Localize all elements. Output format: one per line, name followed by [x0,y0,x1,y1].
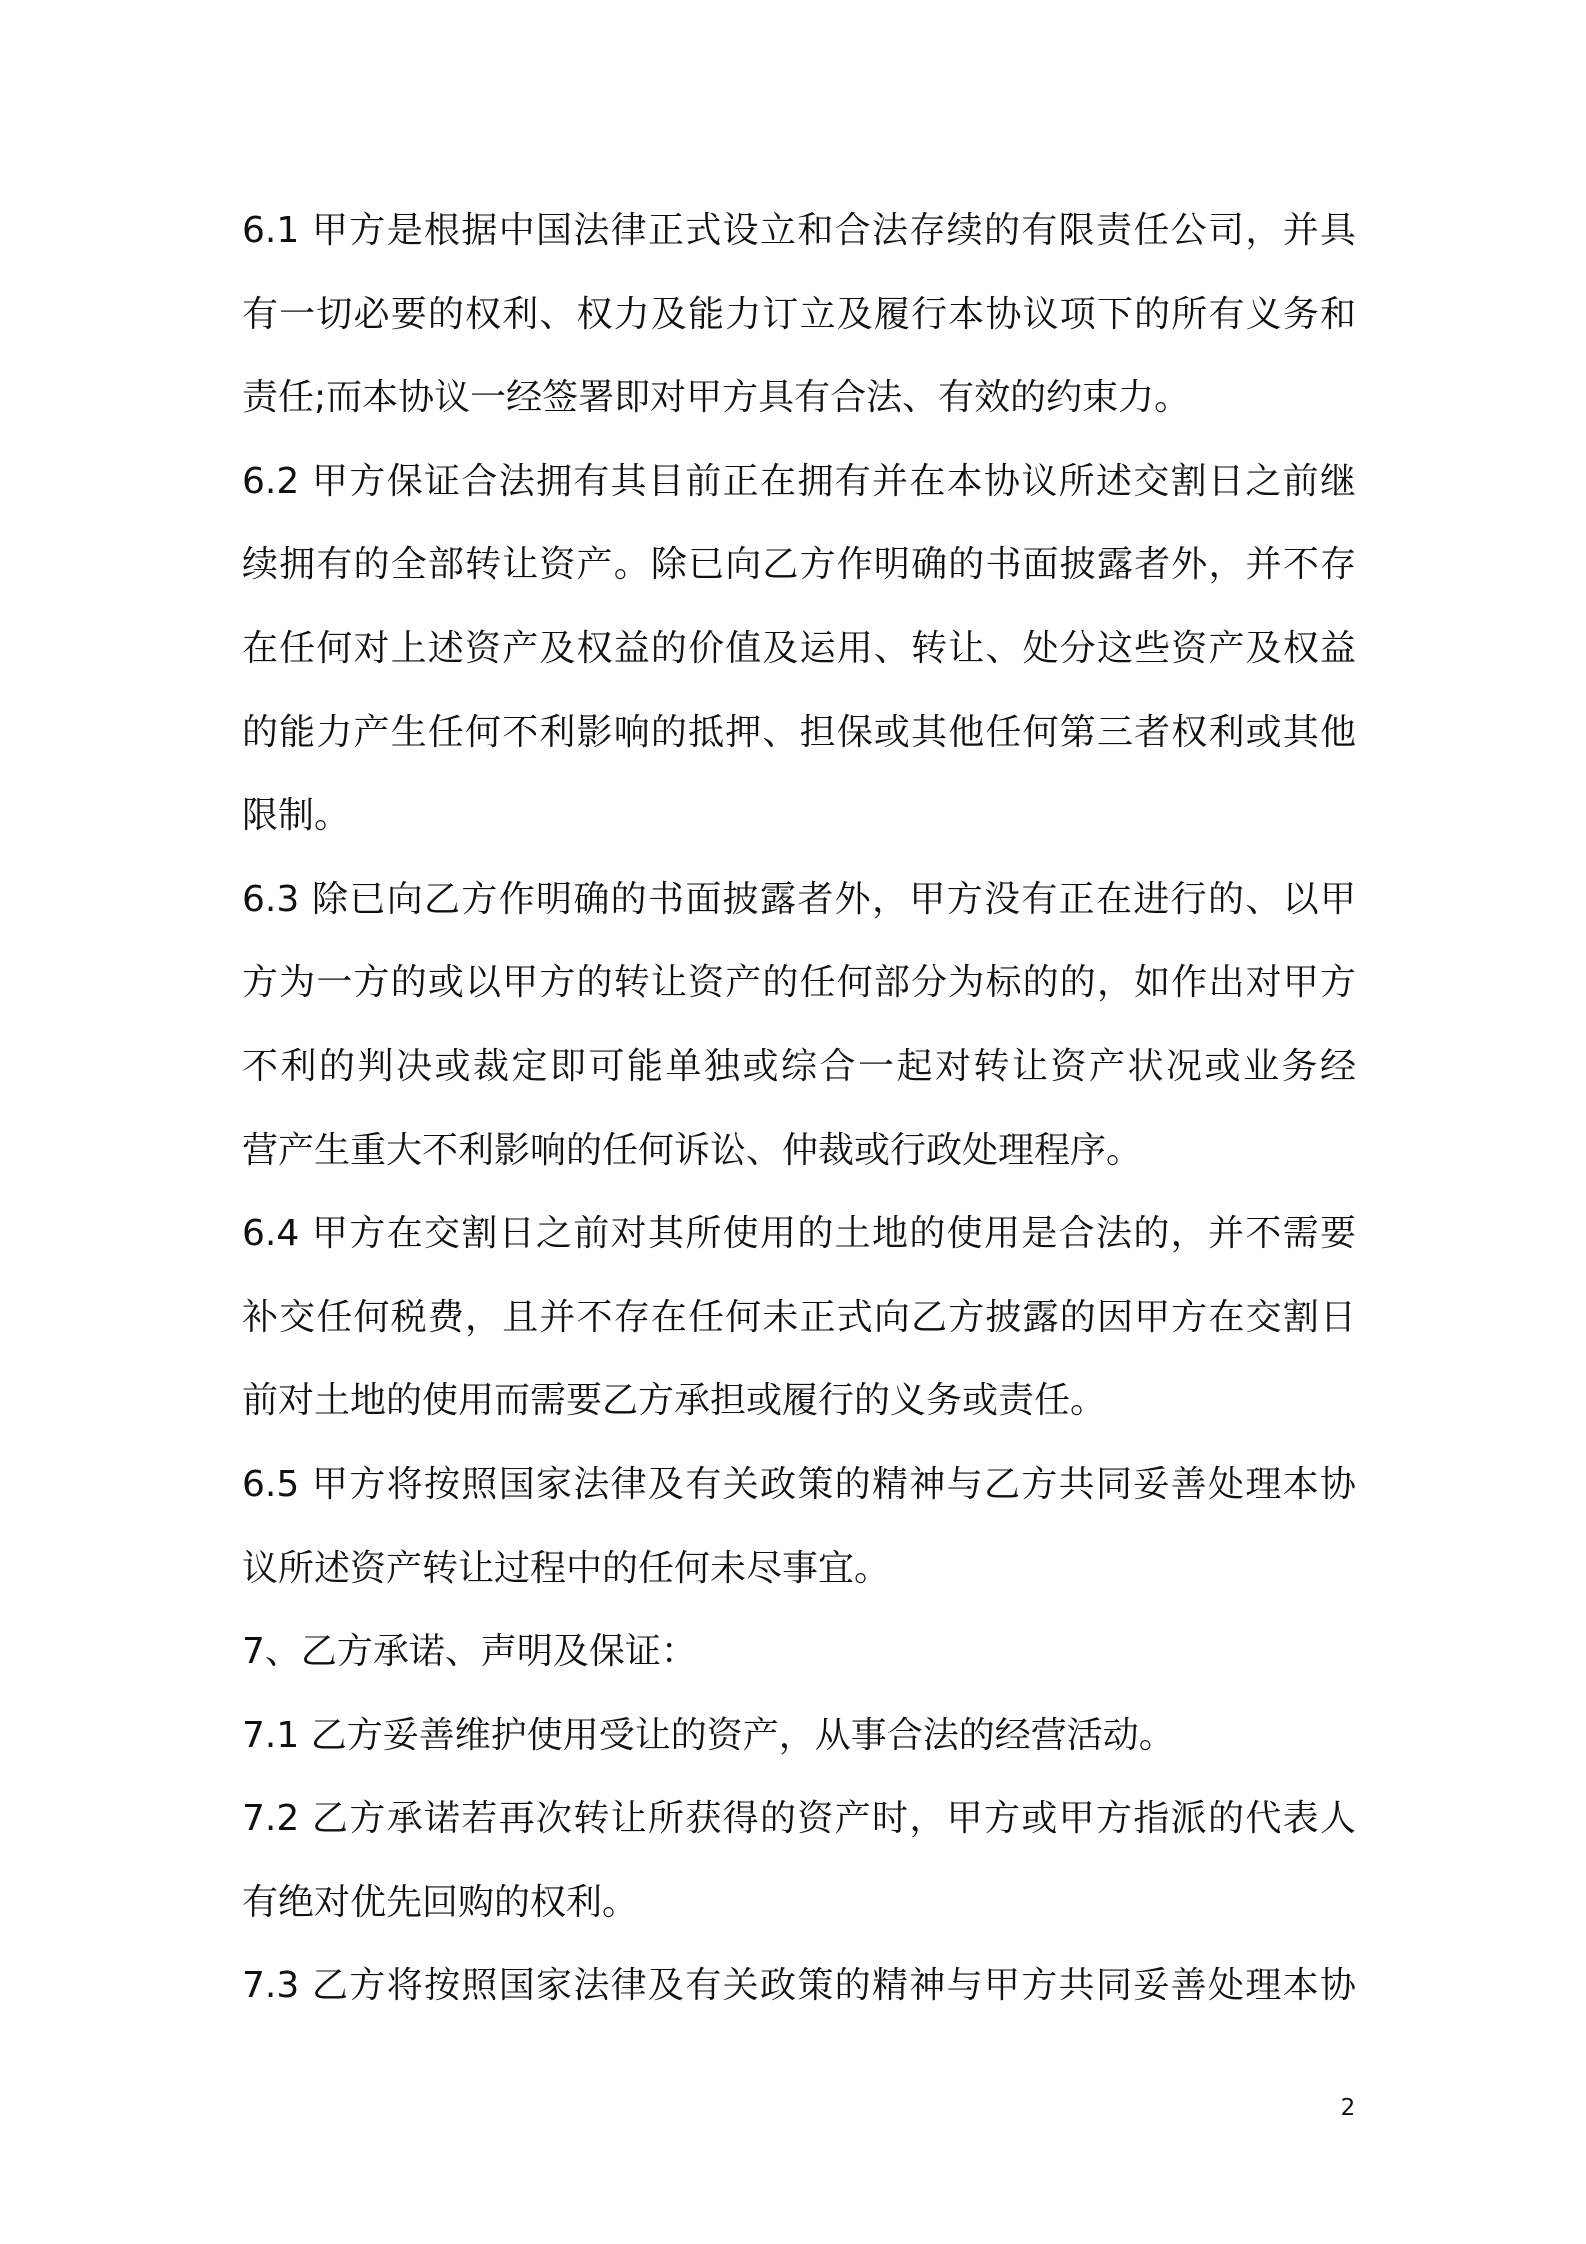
text-line: 续拥有的全部转让资产。除已向乙方作明确的书面披露者外，并不存 [242,544,1356,586]
clause-7-2 [242,1777,1356,1944]
clause-6-5 [242,1443,1356,1610]
text-line: 不利的判决或裁定即可能单独或综合一起对转让资产状况或业务经 [242,1045,1356,1087]
text-line: 有一切必要的权利、权力及能力订立及履行本协议项下的所有义务和 [242,293,1356,335]
text-line: 6.4 甲方在交割日之前对其所使用的土地的使用是合法的，并不需要 [242,1213,1356,1255]
text-line: 7.3 乙方将按照国家法律及有关政策的精神与甲方共同妥善处理本协 [242,1965,1356,2007]
document-body [242,189,1356,2028]
text-line: 6.3 除已向乙方作明确的书面披露者外，甲方没有正在进行的、以甲 [242,878,1356,920]
text-line: 方为一方的或以甲方的转让资产的任何部分为标的的，如作出对甲方 [242,962,1356,1004]
text-line: 6.1 甲方是根据中国法律正式设立和合法存续的有限责任公司，并具 [242,210,1356,251]
text-line: 限制。 [242,795,351,837]
text-line: 6.5 甲方将按照国家法律及有关政策的精神与乙方共同妥善处理本协 [242,1463,1356,1505]
clause-6-3 [242,858,1356,1192]
text-line: 营产生重大不利影响的任何诉讼、仲裁或行政处理程序。 [242,1129,1143,1171]
clause-6-4 [242,1192,1356,1443]
text-line: 议所述资产转让过程中的任何未尽事宜。 [242,1547,891,1589]
page-number: 2 [1340,2095,1356,2121]
text-line: 在任何对上述资产及权益的价值及运用、转让、处分这些资产及权益 [242,627,1356,669]
text-line: 前对土地的使用而需要乙方承担或履行的义务或责任。 [242,1380,1107,1422]
section-heading: 7、乙方承诺、声明及保证： [242,1631,697,1673]
section-7-heading [242,1610,1356,1694]
clause-7-3 [242,1944,1356,2028]
clause-6-1 [242,189,1356,440]
text-line: 责任;而本协议一经签署即对甲方具有合法、有效的约束力。 [242,377,1191,419]
text-line: 的能力产生任何不利影响的抵押、担保或其他任何第三者权利或其他 [242,711,1356,753]
text-line: 有绝对优先回购的权利。 [242,1881,639,1923]
text-line: 7.2 乙方承诺若再次转让所获得的资产时，甲方或甲方指派的代表人 [242,1798,1356,1840]
text-line: 7.1 乙方妥善维护使用受让的资产，从事合法的经营活动。 [242,1714,1175,1756]
text-line: 补交任何税费，且并不存在任何未正式向乙方披露的因甲方在交割日 [242,1296,1356,1338]
text-line: 6.2 甲方保证合法拥有其目前正在拥有并在本协议所述交割日之前继 [242,460,1356,502]
clause-7-1 [242,1694,1356,1778]
clause-6-2 [242,440,1356,858]
